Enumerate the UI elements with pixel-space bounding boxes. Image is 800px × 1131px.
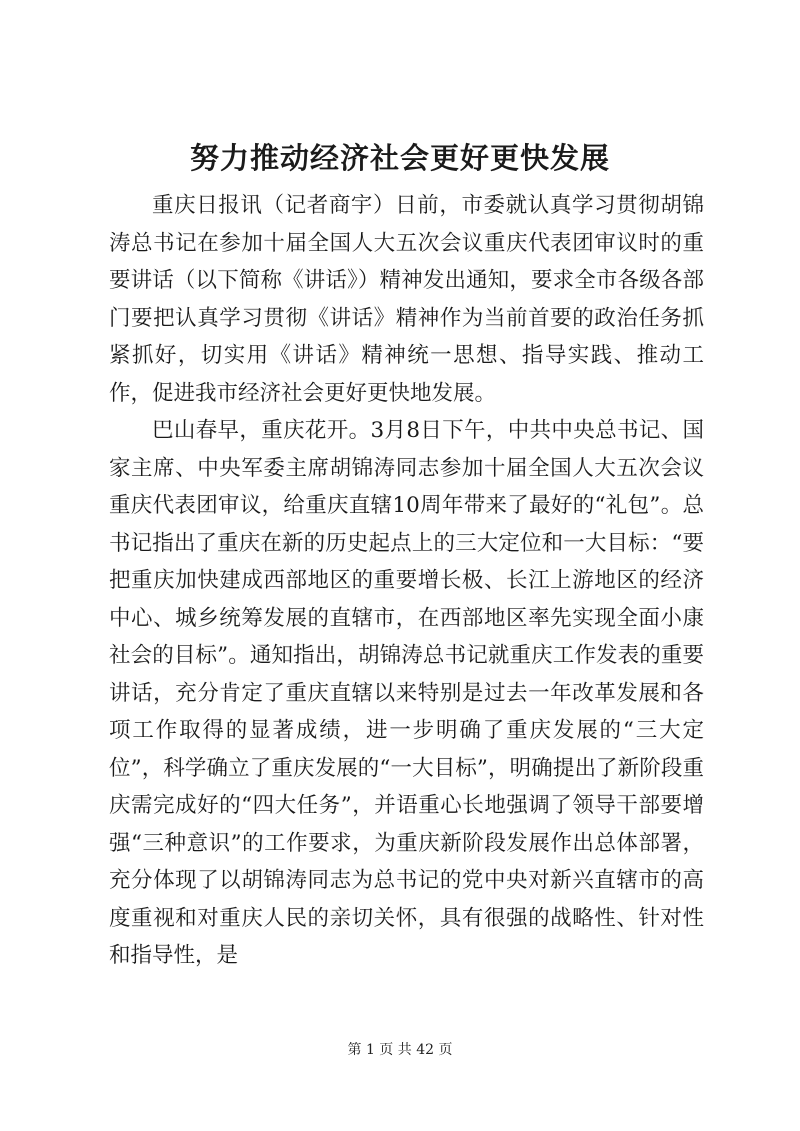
paragraph-1: 重庆日报讯（记者商宇）日前，市委就认真学习贯彻胡锦涛总书记在参加十届全国人大五次会议重庆代表团审议时的重要讲话（以下简称《讲话》）精神发出通知，要求全市各级各部门要把认真学习贯彻《讲话》精神作为当前首要的政治任务抓紧抓好，切实用《讲话》精神统一思想、指导实践、推动工作，促进我市经济社会更好更快地发展。 [109,193,704,406]
page-number-footer: 第 1 页 共 42 页 [347,1042,453,1058]
paragraph-2: 巴山春早，重庆花开。3月8日下午，中共中央总书记、国家主席、中央军委主席胡锦涛同志参加十届全国人大五次会议重庆代表团审议，给重庆直辖10周年带来了最好的“礼包”。总书记指出了重庆在新的历史起点上的三大定位和一大目标：“要把重庆加快建成西部地区的重要增长极、长江上游地区的经济中心、城乡统筹发展的直辖市，在西部地区率先实现全面小康社会的目标”。通知指出，胡锦涛总书记就重庆工作发表的重要讲话，充分肯定了重庆直辖以来特别是过去一年改革发展和各项工作取得的显著成绩，进一步明确了重庆发展的“三大定位”，科学确立了重庆发展的“一大目标”，明确提出了新阶段重庆需完成好的“四大任务”，并语重心长地强调了领导干部要增强“三种意识”的工作要求，为重庆新阶段发展作出总体部署，充分体现了以胡锦涛同志为总书记的党中央对新兴直辖市的高度重视和对重庆人民的亲切关怀，具有很强的战略性、针对性和指导性，是 [109,418,704,968]
document-title: 努力推动经济社会更好更快发展 [189,141,610,175]
document-body [109,187,704,975]
